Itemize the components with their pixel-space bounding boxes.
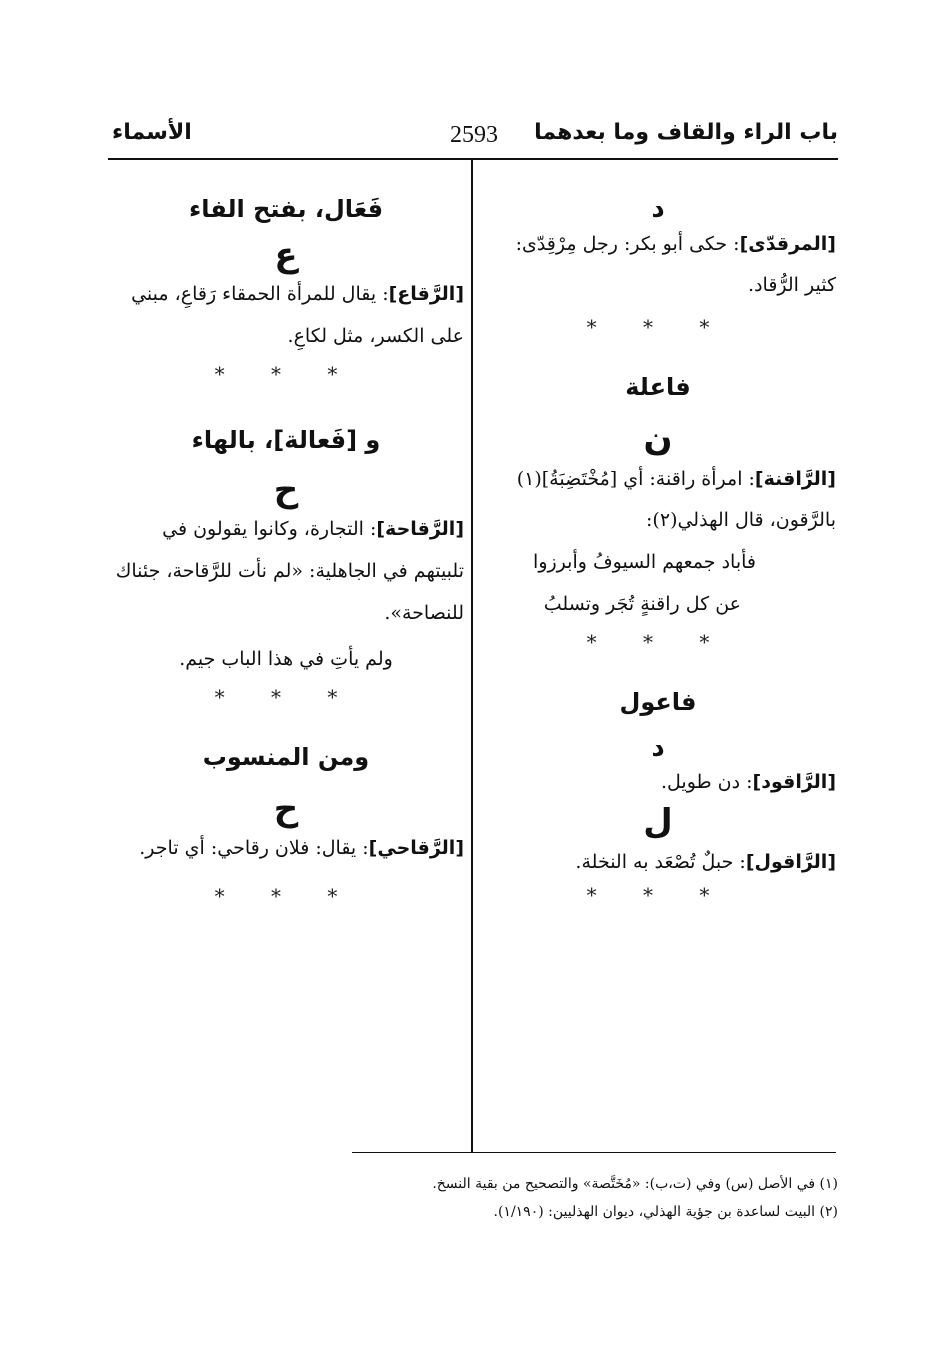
letter-dal: د [651,194,665,224]
section-separator: * * * [214,684,358,709]
entry-raqina [480,459,836,543]
section-separator: * * * [586,629,730,654]
section-separator: * * * [214,361,358,386]
section-separator: * * * [586,315,730,340]
section-separator: * * * [214,883,358,908]
footnote-2: (٢) البيت لساعدة بن جؤية الهذلي، ديوان الهذليين: (١/١٩٠). [493,1204,838,1220]
entry-raqahi [108,828,464,870]
poetry-verse-line: عن كل راقنةٍ تُجَر وتسلبُ [543,592,741,615]
entry-head: [الرَّقاحي] [368,836,464,859]
letter-lam: ل [643,802,673,843]
entry-text: : التجارة، وكانوا يقولون في تلبيتهم في الجاهلية: «لم نأت للرَّقاحة، جئناك للنصاحة». [115,518,464,624]
entry-head: [الرَّاقول] [745,850,836,873]
column-divider [471,160,473,1152]
entry-text: : حبلٌ تُصْعَد به النخلة. [575,850,746,873]
letter-ha: ح [273,788,299,829]
right-column [480,195,836,907]
left-column [108,195,464,908]
pattern-heading: و [فَعالة]، بالهاء [191,425,381,454]
running-header-section: الأسماء [112,120,192,145]
entry-text: : يقال: فلان رقاحي: أي تاجر. [139,836,369,859]
section-separator: * * * [586,883,730,908]
entry-raqud [480,762,836,804]
entry-text: : دن طويل. [660,771,753,794]
entry-head: [الرَّاقنة] [754,467,836,490]
header-rule [108,158,838,160]
entry-head: [الرَّاقود] [752,771,836,794]
letter-ha: ح [273,469,299,510]
running-header-chapter: باب الراء والقاف وما بعدهما [534,120,838,145]
footnotes [340,1170,838,1226]
letter-nun: ن [643,419,673,460]
footnote-rule [352,1152,836,1153]
entry-head: [الرَّقاحة] [376,518,464,541]
entry-text: : امرأة راقنة: أي [مُخْتَضِبَةُ](١) بالرَّقون، قال الهذلي(٢): [516,467,836,532]
pattern-heading: فَعَال، بفتح الفاء [188,195,384,223]
letter-dal: د [651,732,665,763]
entry-raqa [108,274,464,358]
entry-head: [الرَّقاع] [388,283,464,306]
pattern-heading: فاعلة [625,373,691,402]
entry-text: : يقال للمرأة الحمقاء رَقاعِ، مبني على الكسر، مثل لكاعِ. [131,283,464,348]
entry-head: [المرقدّى] [739,232,836,255]
entry-text: : حكى أبو بكر: رجل مِرْقِدّى: كثير الرُّقاد. [515,232,836,297]
footnote-1: (١) في الأصل (س) وفي (ت،ب): «مُخَتَّصة» والتصحيح من بقية النسخ. [432,1176,838,1192]
section-heading: ومن المنسوب [202,742,370,771]
entry-raqul [480,842,836,884]
poetry-verse-line: فأباد جمعهم السيوفُ وأبرزوا [533,551,756,574]
chapter-note: ولم يأتِ في هذا الباب جيم. [179,647,393,670]
page-number: 2593 [450,122,498,148]
entry-raqaha [108,509,464,634]
pattern-heading: فاعول [619,687,697,716]
entry-murqada [480,224,836,308]
letter-ain: ع [274,235,298,275]
